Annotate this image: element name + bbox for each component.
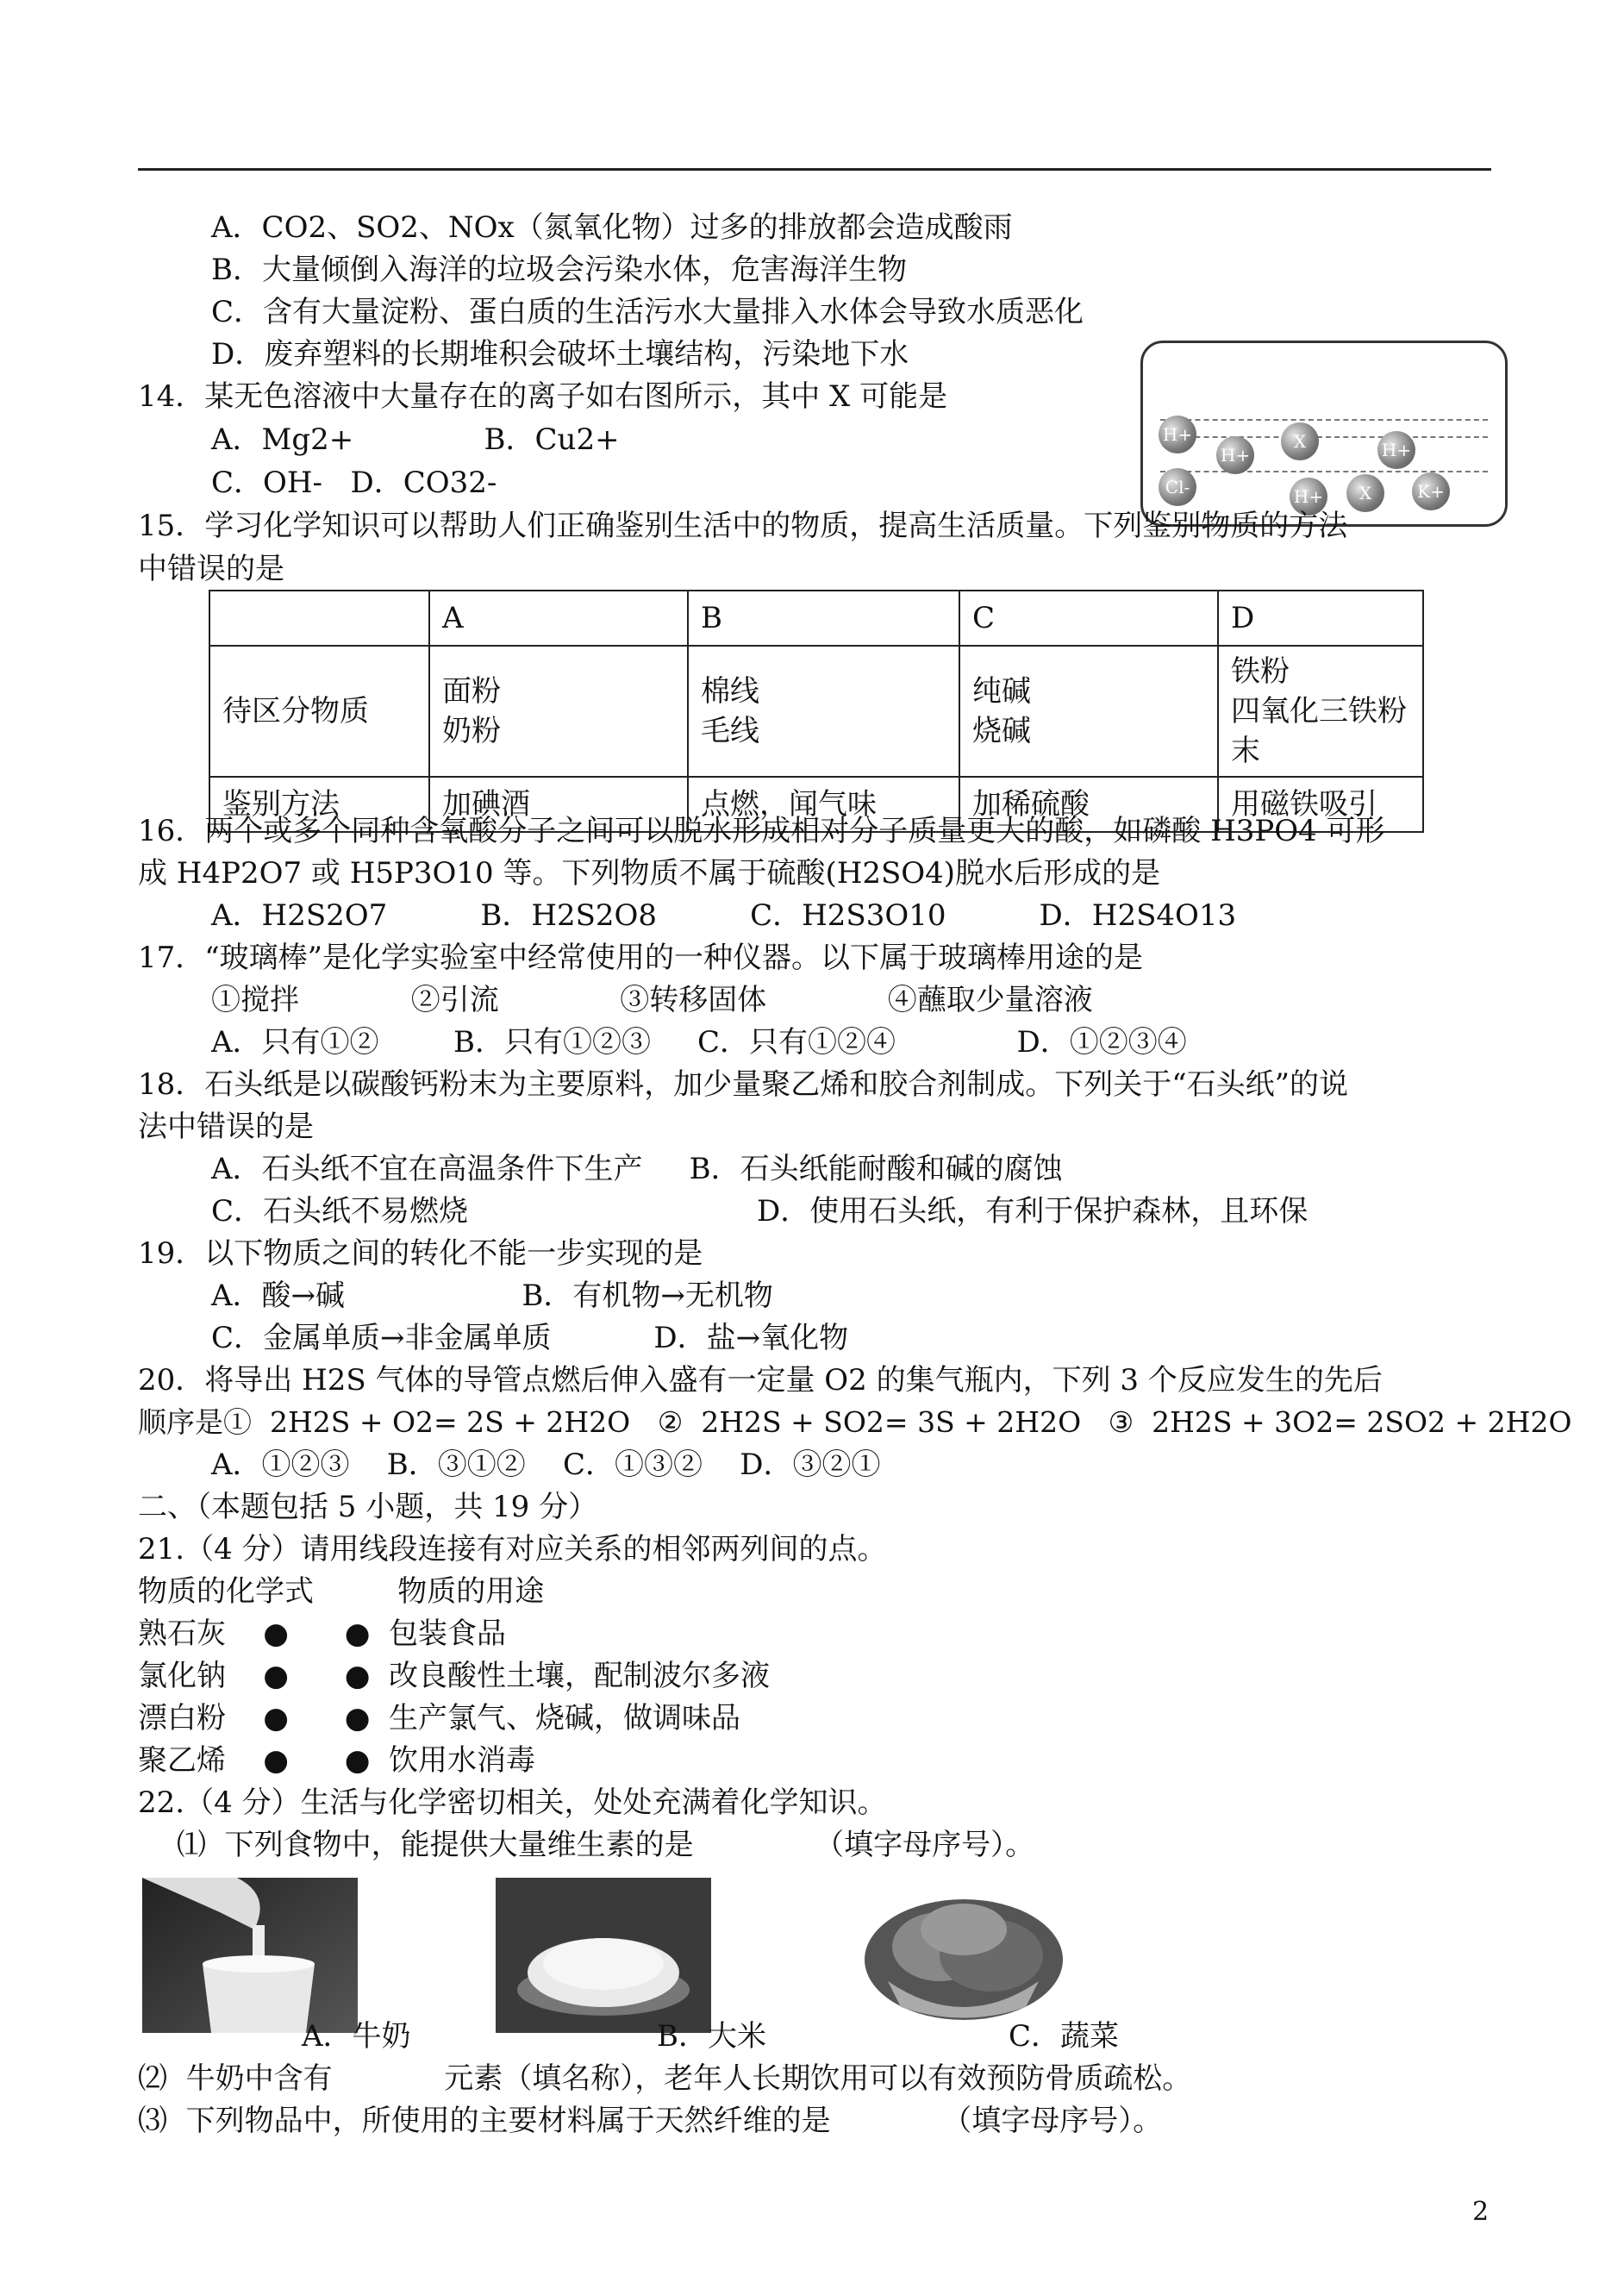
q19-stem: 19．以下物质之间的转化不能一步实现的是 — [138, 1236, 703, 1271]
header-rule — [138, 168, 1491, 171]
q15-header-d: D — [1218, 591, 1423, 646]
ion-h-plus: H+ — [1159, 416, 1196, 453]
q15-header-c: C — [959, 591, 1218, 646]
q15-cell: 纯碱 — [972, 674, 1031, 709]
ion-diagram — [1140, 341, 1508, 527]
q15-header-b: B — [688, 591, 959, 646]
q15-cell: 面粉 — [442, 674, 501, 709]
q15-stem-2: 中错误的是 — [138, 552, 284, 586]
q22-part1: ⑴ 下列食物中，能提供大量维生素的是 （填字母序号）。 — [177, 1828, 1035, 1862]
rice-photo — [496, 1878, 711, 2033]
q15-cell: 用磁铁吸引 — [1218, 777, 1423, 832]
q15-table — [209, 590, 1424, 833]
q13-option-b: B．大量倾倒入海洋的垃圾会污染水体，危害海洋生物 — [211, 253, 907, 287]
q14-stem: 14．某无色溶液中大量存在的离子如右图所示，其中 X 可能是 — [138, 379, 948, 414]
q22-part2: ⑵ 牛奶中含有 元素（填名称），老年人长期饮用可以有效预防骨质疏松。 — [138, 2061, 1192, 2096]
q21-row: 熟石灰 ● ● 包装食品 — [138, 1617, 507, 1651]
q19-options-2: C．金属单质→非金属单质 D．盐→氧化物 — [211, 1321, 849, 1355]
section-heading: 二、（本题包括 5 小题，共 19 分） — [138, 1490, 598, 1524]
q13-option-a: A．CO2、SO2、NOx（氮氧化物）过多的排放都会造成酸雨 — [211, 210, 1013, 245]
q20-reactions: 顺序是① 2H2S + O2= 2S + 2H2O ② 2H2S + SO2= 3S + 2H2O ③ 2H2S + 3O2= 2SO2 + 2H2O — [138, 1405, 1572, 1439]
q14-options-2: C．OH- D．CO32- — [211, 466, 497, 500]
food-label-b: B．大米 — [657, 2019, 766, 2054]
q22-part3: ⑶ 下列物品中，所使用的主要材料属于天然纤维的是 （填字母序号）。 — [138, 2104, 1163, 2138]
q18-stem: 18．石头纸是以碳酸钙粉末为主要原料，加少量聚乙烯和胶合剂制成。下列关于“石头纸”的说 — [138, 1067, 1349, 1102]
q16-options: A．H2S2O7 B．H2S2O8 C．H2S3O10 D．H2S4O13 — [211, 898, 1237, 933]
q20-stem: 20．将导出 H2S 气体的导管点燃后伸入盛有一定量 O2 的集气瓶内，下列 3 个反应发生的先后 — [138, 1363, 1383, 1398]
q20-options: A．①②③ B．③①② C．①③② D．③②① — [211, 1448, 881, 1482]
q15-cell: 铁粉 — [1231, 654, 1290, 689]
q21-row: 氯化钠 ● ● 改良酸性土壤，配制波尔多液 — [138, 1659, 771, 1693]
page-number: 2 — [1472, 2197, 1490, 2227]
food-label-a: A．牛奶 — [302, 2019, 411, 2054]
q15-cell: 烧碱 — [972, 714, 1031, 748]
q15-cell: 加碘酒 — [429, 777, 688, 832]
q22-stem: 22.（4 分）生活与化学密切相关，处处充满着化学知识。 — [138, 1785, 887, 1820]
ion-k-plus: K+ — [1412, 472, 1450, 510]
q17-stem: 17．“玻璃棒”是化学实验室中经常使用的一种仪器。以下属于玻璃棒用途的是 — [138, 941, 1144, 975]
q16-stem: 16．两个或多个同种含氧酸分子之间可以脱水形成相对分子质量更大的酸，如磷酸 H3PO4 可形 — [138, 814, 1385, 848]
q21-header: 物质的化学式 物质的用途 — [138, 1574, 545, 1609]
q15-cell: 加稀硫酸 — [959, 777, 1218, 832]
q16-stem-2: 成 H4P2O7 或 H5P3O10 等。下列物质不属于硫酸(H2SO4)脱水后形成的是 — [138, 856, 1161, 891]
q19-options-1: A．酸→碱 B．有机物→无机物 — [211, 1279, 773, 1313]
milk-photo — [142, 1878, 358, 2033]
q17-options: A．只有①② B．只有①②③ C．只有①②④ D．①②③④ — [211, 1025, 1187, 1060]
q14-options-1: A．Mg2+ B．Cu2+ — [211, 422, 620, 457]
q17-items: ①搅拌 ②引流 ③转移固体 ④蘸取少量溶液 — [211, 983, 1093, 1017]
vegetable-photo — [853, 1878, 1073, 2033]
q18-stem-2: 法中错误的是 — [138, 1110, 314, 1144]
q18-options-2: C．石头纸不易燃烧 D．使用石头纸，有利于保护森林，且环保 — [211, 1194, 1309, 1229]
q15-cell: 毛线 — [701, 714, 759, 748]
q15-header-a: A — [429, 591, 688, 646]
q21-row: 聚乙烯 ● ● 饮用水消毒 — [138, 1743, 536, 1778]
q13-option-c: C．含有大量淀粉、蛋白质的生活污水大量排入水体会导致水质恶化 — [211, 295, 1084, 329]
q15-cell: 点燃，闻气味 — [688, 777, 959, 832]
ion-cl-minus: Cl- — [1159, 468, 1196, 506]
q15-cell: 棉线 — [701, 674, 759, 709]
q18-options-1: A．石头纸不宜在高温条件下生产 B．石头纸能耐酸和碱的腐蚀 — [211, 1152, 1063, 1186]
q15-stem: 15．学习化学知识可以帮助人们正确鉴别生活中的物质，提高生活质量。下列鉴别物质的方法 — [138, 509, 1348, 543]
food-label-c: C．蔬菜 — [1009, 2019, 1120, 2054]
ion-h-plus: H+ — [1216, 436, 1254, 474]
ion-x: X — [1346, 474, 1384, 512]
ion-h-plus: H+ — [1290, 478, 1327, 516]
q13-option-d: D．废弃塑料的长期堆积会破坏土壤结构，污染地下水 — [211, 337, 909, 372]
q21-row: 漂白粉 ● ● 生产氯气、烧碱，做调味品 — [138, 1701, 741, 1735]
q15-row2-label: 鉴别方法 — [209, 777, 429, 832]
q21-stem: 21.（4 分）请用线段连接有对应关系的相邻两列间的点。 — [138, 1532, 887, 1566]
q15-row1-label: 待区分物质 — [209, 646, 429, 777]
q15-cell: 奶粉 — [442, 714, 501, 748]
ion-h-plus: H+ — [1377, 431, 1415, 469]
ion-x: X — [1281, 422, 1319, 460]
q15-cell: 四氧化三铁粉末 — [1231, 694, 1407, 768]
